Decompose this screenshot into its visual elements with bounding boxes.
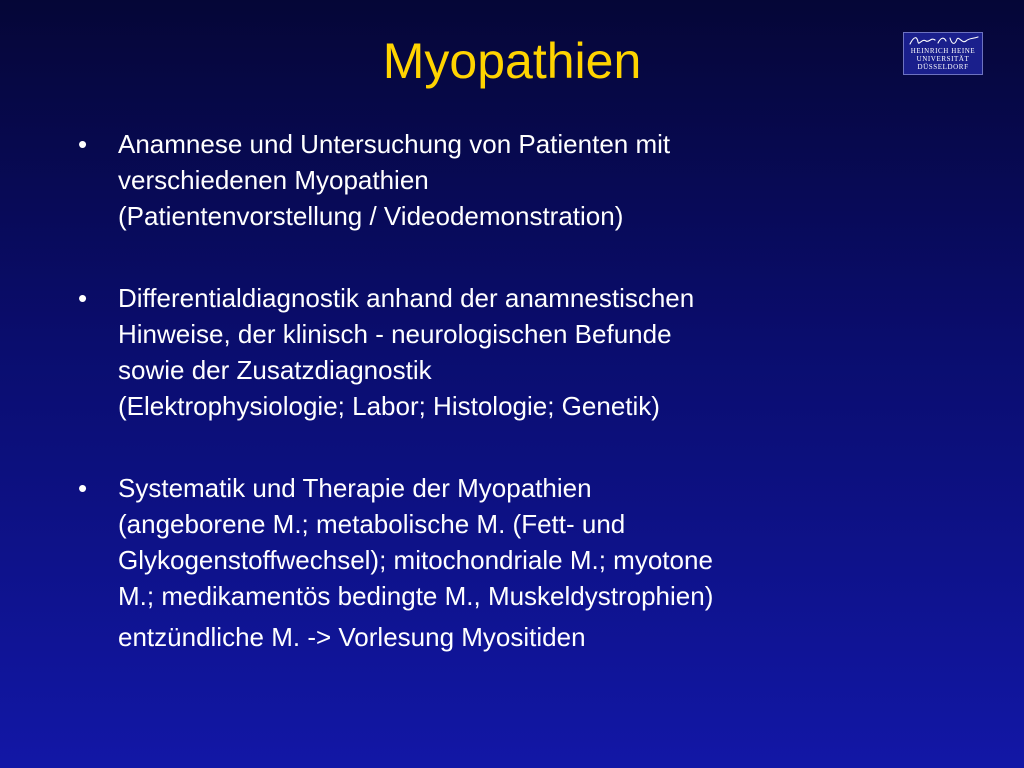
bullet-line: sowie der Zusatzdiagnostik — [118, 355, 432, 385]
bullet-line: (Patientenvorstellung / Videodemonstration) — [118, 201, 624, 231]
bullet-line: (angeborene M.; metabolische M. (Fett- und — [118, 509, 626, 539]
bullet-item-2 — [78, 280, 958, 424]
bullet-list — [78, 126, 958, 701]
bullet-line: Systematik und Therapie der Myopathien — [118, 473, 592, 503]
bullet-marker: • — [78, 129, 88, 159]
signature-icon — [908, 35, 980, 47]
university-logo — [903, 32, 983, 75]
bullet-item-1 — [78, 126, 958, 234]
bullet-marker: • — [78, 473, 88, 503]
bullet-line: Anamnese und Untersuchung von Patienten mit — [118, 129, 671, 159]
logo-line-2: UNIVERSITÄT — [916, 55, 970, 63]
bullet-continuation-line: entzündliche M. -> Vorlesung Myositiden — [118, 622, 586, 652]
bullet-line: Hinweise, der klinisch - neurologischen Befunde — [118, 319, 672, 349]
slide-title: Myopathien — [382, 33, 642, 89]
bullet-marker: • — [78, 283, 88, 313]
logo-line-1: HEINRICH HEINE — [910, 47, 976, 55]
bullet-line: Glykogenstoffwechsel); mitochondriale M.; myotone — [118, 545, 713, 575]
logo-line-3: DÜSSELDORF — [917, 63, 969, 71]
bullet-line: (Elektrophysiologie; Labor; Histologie; Genetik) — [118, 391, 660, 421]
bullet-line: M.; medikamentös bedingte M., Muskeldystrophien) — [118, 581, 714, 611]
bullet-line: verschiedenen Myopathien — [118, 165, 429, 195]
bullet-line: Differentialdiagnostik anhand der anamnestischen — [118, 283, 695, 313]
bullet-item-3 — [78, 470, 958, 655]
